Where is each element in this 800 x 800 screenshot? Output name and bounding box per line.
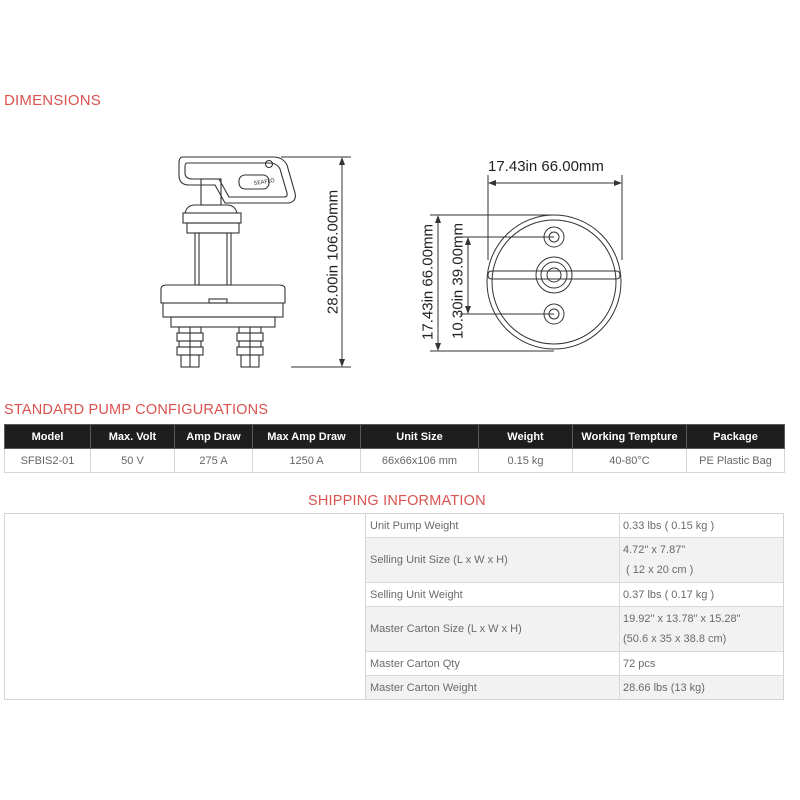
header-package: Package (687, 425, 785, 449)
shipping-label: Master Carton Weight (366, 676, 620, 699)
shipping-label: Selling Unit Weight (366, 583, 620, 606)
dimensions-title: DIMENSIONS (4, 92, 102, 109)
header-model: Model (5, 425, 91, 449)
configurations-table (4, 424, 785, 473)
table-header-row (5, 425, 785, 449)
value-line: 28.66 lbs (13 kg) (623, 681, 705, 694)
header-max-amp-draw: Max Amp Draw (253, 425, 361, 449)
shipping-row-master-carton-weight (366, 676, 783, 699)
value-line: 0.37 lbs ( 0.17 kg ) (623, 588, 715, 601)
header-working-temperature: Working Tempture (573, 425, 687, 449)
shipping-label: Master Carton Qty (366, 652, 620, 675)
cell-model: SFBIS2-01 (5, 449, 91, 473)
cell-unit-size: 66x66x106 mm (361, 449, 479, 473)
cell-package: PE Plastic Bag (687, 449, 785, 473)
top-view-height-label: 17.43in 66.00mm (419, 224, 437, 340)
cell-working-temperature: 40-80°C (573, 449, 687, 473)
shipping-value (620, 676, 783, 699)
header-unit-size: Unit Size (361, 425, 479, 449)
shipping-image-area (5, 514, 366, 699)
shipping-label: Unit Pump Weight (366, 514, 620, 537)
cell-max-volt: 50 V (91, 449, 175, 473)
value-line: 72 pcs (623, 657, 656, 670)
top-view-hole-spacing-label: 10.30in 39.00mm (449, 223, 467, 339)
shipping-row-unit-weight (366, 514, 783, 538)
shipping-value (620, 538, 783, 582)
cell-weight: 0.15 kg (479, 449, 573, 473)
shipping-value (620, 583, 783, 606)
value-line: 0.33 lbs ( 0.15 kg ) (623, 519, 715, 532)
value-line: ( 12 x 20 cm ) (623, 564, 694, 576)
shipping-label: Selling Unit Size (L x W x H) (366, 538, 620, 582)
value-line: 19.92" x 13.78" x 15.28" (623, 613, 741, 625)
cell-max-amp-draw: 1250 A (253, 449, 361, 473)
shipping-row-master-carton-size (366, 607, 783, 652)
cell-amp-draw: 275 A (175, 449, 253, 473)
header-max-volt: Max. Volt (91, 425, 175, 449)
brand-logo: SEAFLO (253, 178, 276, 187)
shipping-value (620, 607, 783, 651)
value-line: 4.72" x 7.87" (623, 544, 686, 556)
shipping-row-selling-unit-size (366, 538, 783, 583)
header-amp-draw: Amp Draw (175, 425, 253, 449)
shipping-value (620, 514, 783, 537)
side-view-height-label: 28.00in 106.00mm (324, 189, 342, 315)
shipping-row-master-carton-qty (366, 652, 783, 676)
table-row (5, 449, 785, 473)
configurations-title: STANDARD PUMP CONFIGURATIONS (4, 402, 269, 418)
shipping-label: Master Carton Size (L x W x H) (366, 607, 620, 651)
shipping-row-selling-unit-weight (366, 583, 783, 607)
shipping-table (4, 513, 784, 700)
shipping-title: SHIPPING INFORMATION (308, 493, 486, 509)
header-weight: Weight (479, 425, 573, 449)
top-view-width-label: 17.43in 66.00mm (488, 158, 604, 175)
value-line: (50.6 x 35 x 38.8 cm) (623, 633, 727, 645)
shipping-value (620, 652, 783, 675)
